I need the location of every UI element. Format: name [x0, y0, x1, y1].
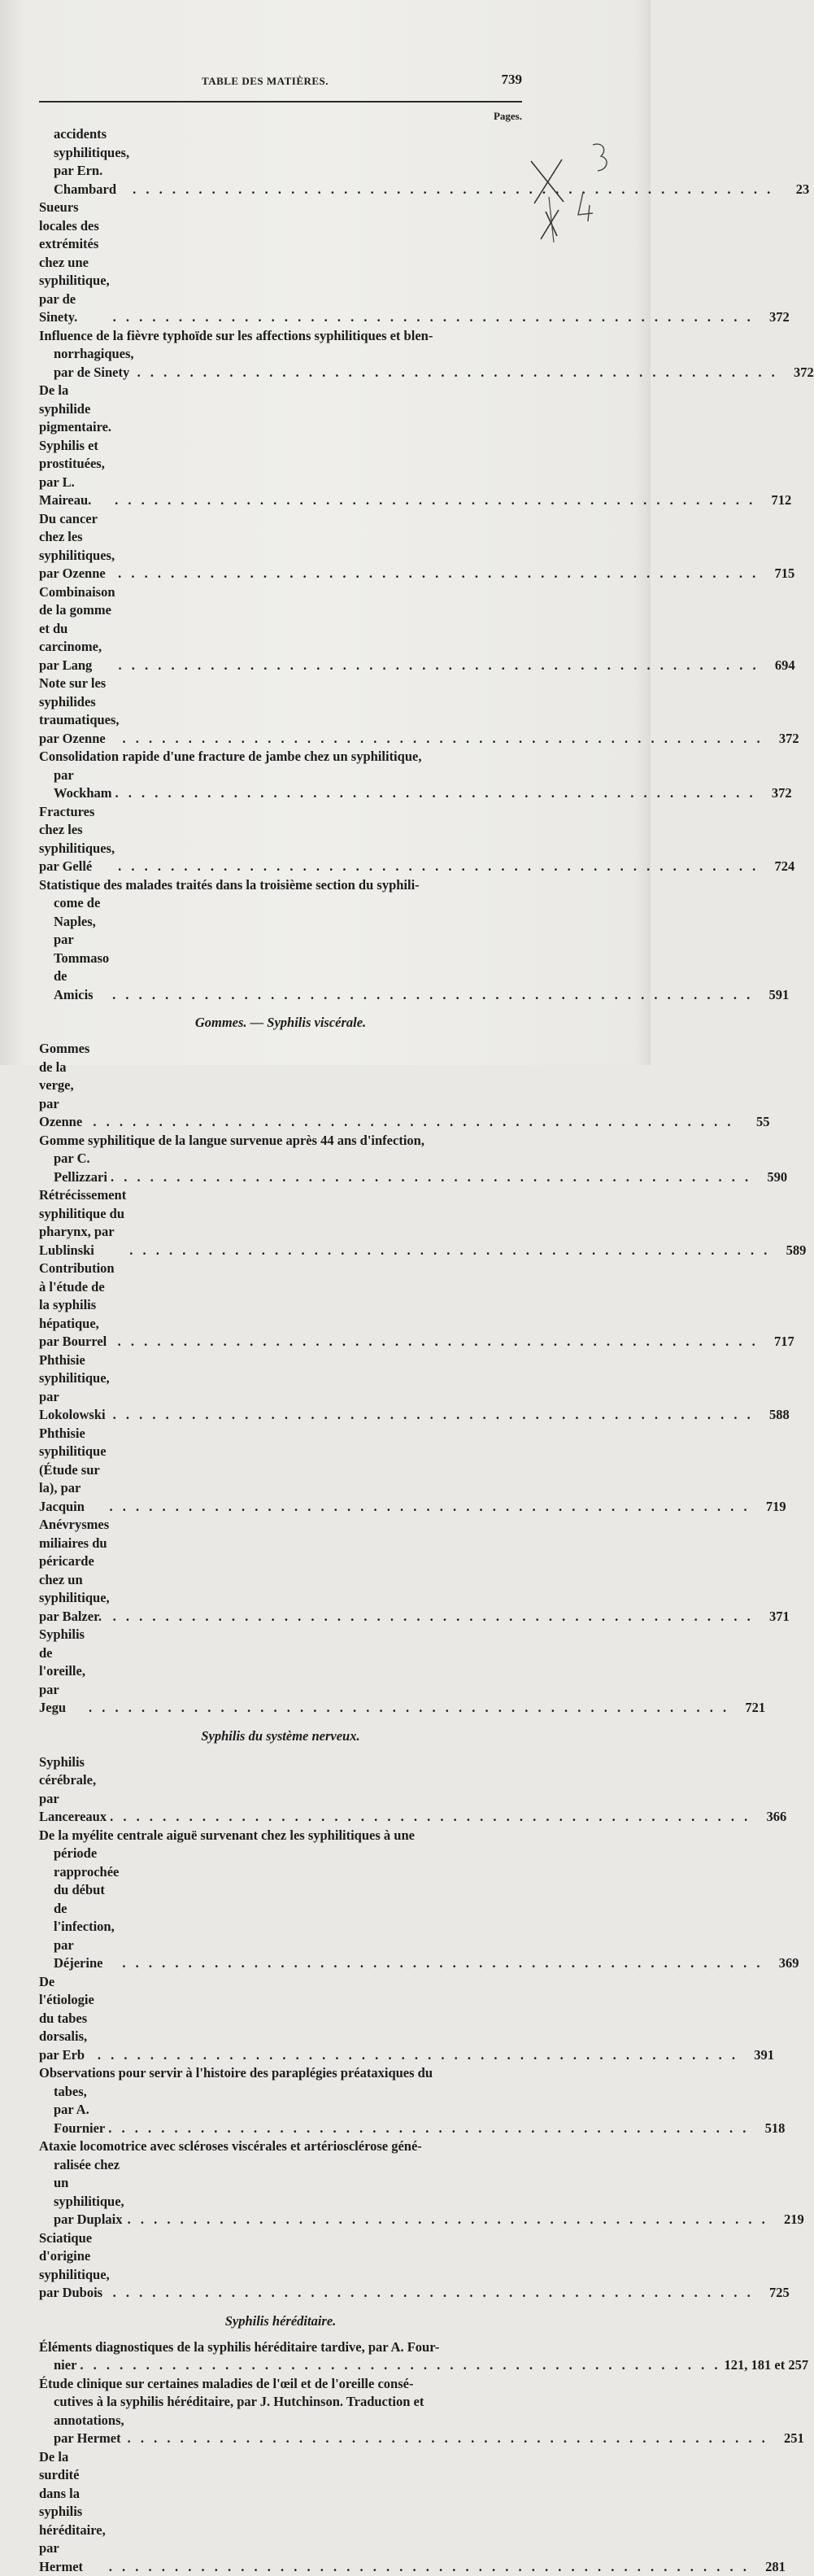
toc-entry-line [39, 2064, 522, 2083]
toc-page-number: 23 [777, 181, 809, 199]
toc-entry-text: Sciatique d'origine syphilitique, par Dubois [39, 2229, 110, 2303]
toc-entry-line [39, 2393, 522, 2412]
handwritten-marks [525, 137, 622, 242]
toc-entry-text: Éléments diagnostiques de la syphilis héréditaire tardive, par A. Four- [39, 2338, 522, 2357]
toc-entry-line [39, 1260, 522, 1351]
toc-entry [39, 748, 522, 803]
toc-page-number: 591 [756, 986, 789, 1005]
toc-page-number: 281 [753, 2558, 786, 2576]
toc-entry-text: Phthisie syphilitique (Étude sur la), par Jacquin [39, 1425, 107, 1517]
toc-entry-text: Rétrécissement syphilitique du pharynx, par Lublinski [39, 1186, 126, 1260]
toc-entry [39, 1516, 522, 1626]
toc-entry-line [39, 125, 522, 199]
toc-entry-text: Note sur les syphilides traumatiques, par Ozenne [39, 675, 120, 748]
toc-entry [39, 1973, 522, 2065]
toc-entry-text: Gomme syphilitique de la langue survenue après 44 ans d'infection, [39, 1132, 522, 1150]
toc-entry [39, 199, 522, 327]
dot-leader: . . . . . . . . . . . . . . . . . . . . . . . . . . . . . . . . . . . . . . . . . . . . . . . . . [107, 1168, 755, 1187]
toc-entry [39, 327, 522, 382]
entry-list-gommes [39, 1040, 522, 1718]
toc-entry [39, 675, 522, 748]
toc-entry-text: Consolidation rapide d'une fracture de jambe chez un syphilitique, [39, 748, 522, 766]
toc-page-number: 715 [762, 565, 794, 583]
toc-entry-line [39, 2448, 522, 2576]
toc-page-number: 717 [762, 1333, 794, 1351]
toc-page-number: 372 [760, 784, 792, 803]
toc-entry-line [39, 382, 522, 510]
toc-page-number: 372 [757, 308, 790, 327]
dot-leader: . . . . . . . . . . . . . . . . . . . . . . . . . . . . . . . . . . . . . . . . . . . . . . . . . [110, 308, 757, 327]
toc-entry-text: Gommes de la verge, par Ozenne [39, 1040, 89, 1132]
toc-entry [39, 1351, 522, 1425]
toc-entry-line [39, 345, 522, 382]
toc-entry [39, 1425, 522, 1517]
toc-entry-text: nier [39, 2356, 76, 2375]
toc-entry-line [39, 2412, 522, 2448]
dot-leader: . . . . . . . . . . . . . . . . . . . . . . . . . . . . . . . . . . . . . . . . . . . . . . . . . [112, 784, 760, 803]
dot-leader: . . . . . . . . . . . . . . . . . . . . . . . . . . . . . . . . . . . . . . . . . . . . . . . . . [115, 657, 763, 675]
dot-leader: . . . . . . . . . . . . . . . . . . . . . . . . . . . . . . . . . . . . . . . . . . . . . . . . . [120, 730, 767, 749]
toc-entry-line [39, 1973, 522, 2065]
toc-entry-text: par Wockham [39, 766, 112, 803]
toc-page-number: 372 [767, 730, 799, 749]
toc-entry-text: Du cancer chez les syphilitiques, par Ozenne [39, 510, 115, 583]
dot-leader: . . . . . . . . . . . . . . . . . . . . . . . . . . . . . . . . . . . . . . . . . . . . . . . . . [134, 364, 781, 382]
toc-entry [39, 2137, 522, 2229]
toc-entry [39, 2375, 522, 2448]
dot-leader: . . . . . . . . . . . . . . . . . . . . . . . . . . . . . . . . . . . . . . . . . . . . . . . . . [110, 1406, 757, 1425]
toc-page-number: 588 [757, 1406, 790, 1425]
toc-entry-text: De la syphilide pigmentaire. Syphilis et prostituées, par L. Maireau. [39, 382, 111, 510]
dot-leader: . . . . . . . . . . . . . . . . . . . . . . . . . . . . . . . . . . . . . . . . . . . . . . . . . [110, 2284, 757, 2303]
toc-entry-line [39, 1516, 522, 1626]
toc-entry [39, 2448, 522, 2576]
toc-entry-text: De la surdité dans la syphilis héréditaire, par Hermet [39, 2448, 106, 2576]
dot-leader: . . . . . . . . . . . . . . . . . . . . . . . . . . . . . . . . . . . . . . . . . . . . . . . . . [109, 986, 756, 1005]
toc-entry-line [39, 2375, 522, 2394]
toc-page-number: 371 [757, 1608, 790, 1626]
toc-entry-line [39, 2137, 522, 2156]
toc-page-number: 725 [757, 2284, 790, 2303]
toc-entry [39, 2064, 522, 2137]
dot-leader: . . . . . . . . . . . . . . . . . . . . . . . . . . . . . . . . . . . . . . . . . . . . . . . . . [115, 565, 762, 583]
dot-leader: . . . . . . . . . . . . . . . . . . . . . . . . . . . . . . . . . . . . . . . . . . . . . . . . . [85, 1699, 733, 1718]
dot-leader: . . . . . . . . . . . . . . . . . . . . . . . . . . . . . . . . . . . . . . . . . . . . . . . . . [115, 858, 762, 876]
toc-page-number: 518 [752, 2120, 785, 2138]
toc-page-number: 372 [781, 364, 814, 382]
toc-entry-text: Combinaison de la gomme et du carcinome, par Lang [39, 583, 115, 675]
dot-leader: . . . . . . . . . . . . . . . . . . . . . . . . . . . . . . . . . . . . . . . . . . . . . . . . . [129, 181, 777, 199]
toc-entry [39, 1040, 522, 1132]
toc-entry [39, 1626, 522, 1718]
toc-page-number: 721 [733, 1699, 765, 1718]
toc-entry-text: période rapprochée du début de l'infection, par Déjerine [39, 1845, 119, 1973]
toc-entry-text: Syphilis de l'oreille, par Jegu [39, 1626, 85, 1718]
toc-entry-text: Syphilis cérébrale, par Lancereaux [39, 1753, 107, 1827]
toc-entry [39, 2229, 522, 2303]
toc-entry-line [39, 2156, 522, 2229]
toc-entry-line [39, 1351, 522, 1425]
toc-entry-line [39, 510, 522, 583]
toc-page-number: 719 [754, 1498, 786, 1517]
toc-entry-text: norrhagiques, par de Sinety [39, 345, 134, 382]
page-number: 739 [502, 72, 523, 88]
toc-page-number: 366 [754, 1808, 786, 1827]
toc-entry [39, 1186, 522, 1260]
dot-leader: . . . . . . . . . . . . . . . . . . . . . . . . . . . . . . . . . . . . . . . . . . . . . . . . . [89, 1113, 737, 1132]
toc-entry-line [39, 766, 522, 803]
dot-leader: . . . . . . . . . . . . . . . . . . . . . . . . . . . . . . . . . . . . . . . . . . . . . . . . . [110, 1608, 757, 1626]
toc-entry-line [39, 2229, 522, 2303]
toc-entry [39, 2338, 522, 2375]
dot-leader: . . . . . . . . . . . . . . . . . . . . . . . . . . . . . . . . . . . . . . . . . . . . . . . . . [111, 491, 759, 510]
toc-entry-line [39, 1150, 522, 1186]
toc-entry-text: ralisée chez un syphilitique, par Duplaix [39, 2156, 124, 2229]
entry-list-hereditaire [39, 2338, 522, 2576]
toc-page-number: 589 [773, 1242, 806, 1260]
toc-entry-text: annotations, par Hermet [39, 2412, 124, 2448]
toc-entry-text: De l'étiologie du tabes dorsalis, par Erb [39, 1973, 94, 2065]
dot-leader: . . . . . . . . . . . . . . . . . . . . . . . . . . . . . . . . . . . . . . . . . . . . . . . . . [126, 1242, 773, 1260]
entry-list-nerveux [39, 1753, 522, 2303]
toc-entry-text: par C. Pellizzari [39, 1150, 107, 1186]
toc-entry-line [39, 1132, 522, 1150]
toc-entry-line [39, 876, 522, 895]
toc-entry-line [39, 1626, 522, 1718]
toc-entry-line [39, 327, 522, 346]
toc-entry-text: Contribution à l'étude de la syphilis hépatique, par Bourrel [39, 1260, 115, 1351]
toc-entry-text: come de Naples, par Tommaso de Amicis [39, 894, 109, 1004]
dot-leader: . . . . . . . . . . . . . . . . . . . . . . . . . . . . . . . . . . . . . . . . . . . . . . . . . [107, 1808, 754, 1827]
dot-leader: . . . . . . . . . . . . . . . . . . . . . . . . . . . . . . . . . . . . . . . . . . . . . . . . . [105, 2120, 752, 2138]
toc-entry-line [39, 1753, 522, 1827]
toc-page-number: 55 [737, 1113, 769, 1132]
toc-entry-text: Influence de la fièvre typhoïde sur les affections syphilitiques et blen- [39, 327, 522, 346]
toc-entry-text: Fractures chez les syphilitiques, par Gellé [39, 803, 115, 876]
toc-page-number: 219 [772, 2211, 804, 2229]
toc-entry [39, 382, 522, 510]
toc-entry-text: Sueurs locales des extrémités chez une syphilitique, par de Sinety. [39, 199, 110, 327]
table-of-contents [39, 107, 522, 2576]
dot-leader: . . . . . . . . . . . . . . . . . . . . . . . . . . . . . . . . . . . . . . . . . . . . . . . . . [119, 1954, 766, 1973]
toc-entry [39, 1827, 522, 1973]
toc-entry-line [39, 2083, 522, 2138]
toc-page-number: 590 [755, 1168, 787, 1187]
toc-entry [39, 1132, 522, 1187]
toc-entry [39, 1260, 522, 1351]
toc-entry-line [39, 1845, 522, 1973]
dot-leader: . . . . . . . . . . . . . . . . . . . . . . . . . . . . . . . . . . . . . . . . . . . . . . . . . [94, 2046, 742, 2065]
toc-entry [39, 583, 522, 675]
toc-page-number: 251 [772, 2430, 804, 2448]
toc-page-number: 369 [766, 1954, 799, 1973]
toc-entry-text: Étude clinique sur certaines maladies de l'œil et de l'oreille consé- [39, 2375, 522, 2394]
running-title: TABLE DES MATIÈRES. [202, 75, 329, 88]
section-title-gommes: Gommes. — Syphilis viscérale. [39, 1014, 522, 1032]
toc-entry [39, 803, 522, 876]
pages-column-label: Pages. [39, 107, 522, 125]
toc-entry-text: Observations pour servir à l'histoire des paraplégies préataxiques du [39, 2064, 522, 2083]
toc-page-number: 712 [759, 491, 791, 510]
toc-entry-line [39, 2338, 522, 2357]
header-rule [39, 101, 522, 103]
toc-entry-line [39, 748, 522, 766]
dot-leader: . . . . . . . . . . . . . . . . . . . . . . . . . . . . . . . . . . . . . . . . . . . . . . . . . [107, 1498, 754, 1517]
section-title-hereditaire: Syphilis héréditaire. [39, 2312, 522, 2330]
dot-leader: . . . . . . . . . . . . . . . . . . . . . . . . . . . . . . . . . . . . . . . . . . . . . . . . . [124, 2211, 772, 2229]
toc-entry [39, 876, 522, 1005]
dot-leader: . . . . . . . . . . . . . . . . . . . . . . . . . . . . . . . . . . . . . . . . . . . . . . . . . [115, 1333, 762, 1351]
toc-entry-text: Anévrysmes miliaires du péricarde chez un syphilitique, par Balzer. [39, 1516, 110, 1626]
toc-entry-line [39, 1425, 522, 1517]
toc-entry-text: cutives à la syphilis héréditaire, par J. Hutchinson. Traduction et [39, 2393, 522, 2412]
toc-page-number: 121, 181 et 257 [725, 2356, 809, 2375]
toc-entry-text: Statistique des malades traités dans la troisième section du syphili- [39, 876, 522, 895]
toc-entry [39, 125, 522, 199]
dot-leader: . . . . . . . . . . . . . . . . . . . . . . . . . . . . . . . . . . . . . . . . . . . . . . . . . [106, 2558, 753, 2576]
entry-list-general [39, 125, 522, 1004]
toc-entry-text: tabes, par A. Fournier [39, 2083, 105, 2138]
toc-entry-line [39, 583, 522, 675]
toc-entry-text: Ataxie locomotrice avec scléroses viscérales et artériosclérose géné- [39, 2137, 522, 2156]
toc-entry-line [39, 1186, 522, 1260]
toc-entry-line [39, 675, 522, 748]
dot-leader: . . . . . . . . . . . . . . . . . . . . . . . . . . . . . . . . . . . . . . . . . . . . . . . . . [124, 2430, 772, 2448]
toc-page-number: 694 [763, 657, 795, 675]
toc-page-number: 391 [742, 2046, 774, 2065]
toc-entry-line [39, 803, 522, 876]
toc-page-number: 724 [762, 858, 794, 876]
dot-leader: . . . . . . . . . . . . . . . . . . . . . . . . . . . . . . . . . . . . . . . . . . . . . . . . . [76, 2356, 724, 2375]
toc-entry-line [39, 199, 522, 327]
toc-entry-text: Phthisie syphilitique, par Lokolowski [39, 1351, 110, 1425]
toc-entry-text: De la myélite centrale aiguë survenant chez les syphilitiques à une [39, 1827, 522, 1845]
book-page [0, 0, 651, 1065]
toc-entry [39, 1753, 522, 1827]
toc-entry-line [39, 1827, 522, 1845]
toc-entry-line [39, 894, 522, 1004]
toc-entry-line [39, 1040, 522, 1132]
toc-entry-text: accidents syphilitiques, par Ern. Chambard [39, 125, 129, 199]
toc-entry-line [39, 2356, 522, 2375]
toc-entry [39, 510, 522, 583]
page-header [39, 72, 522, 91]
section-title-nerveux: Syphilis du système nerveux. [39, 1727, 522, 1745]
